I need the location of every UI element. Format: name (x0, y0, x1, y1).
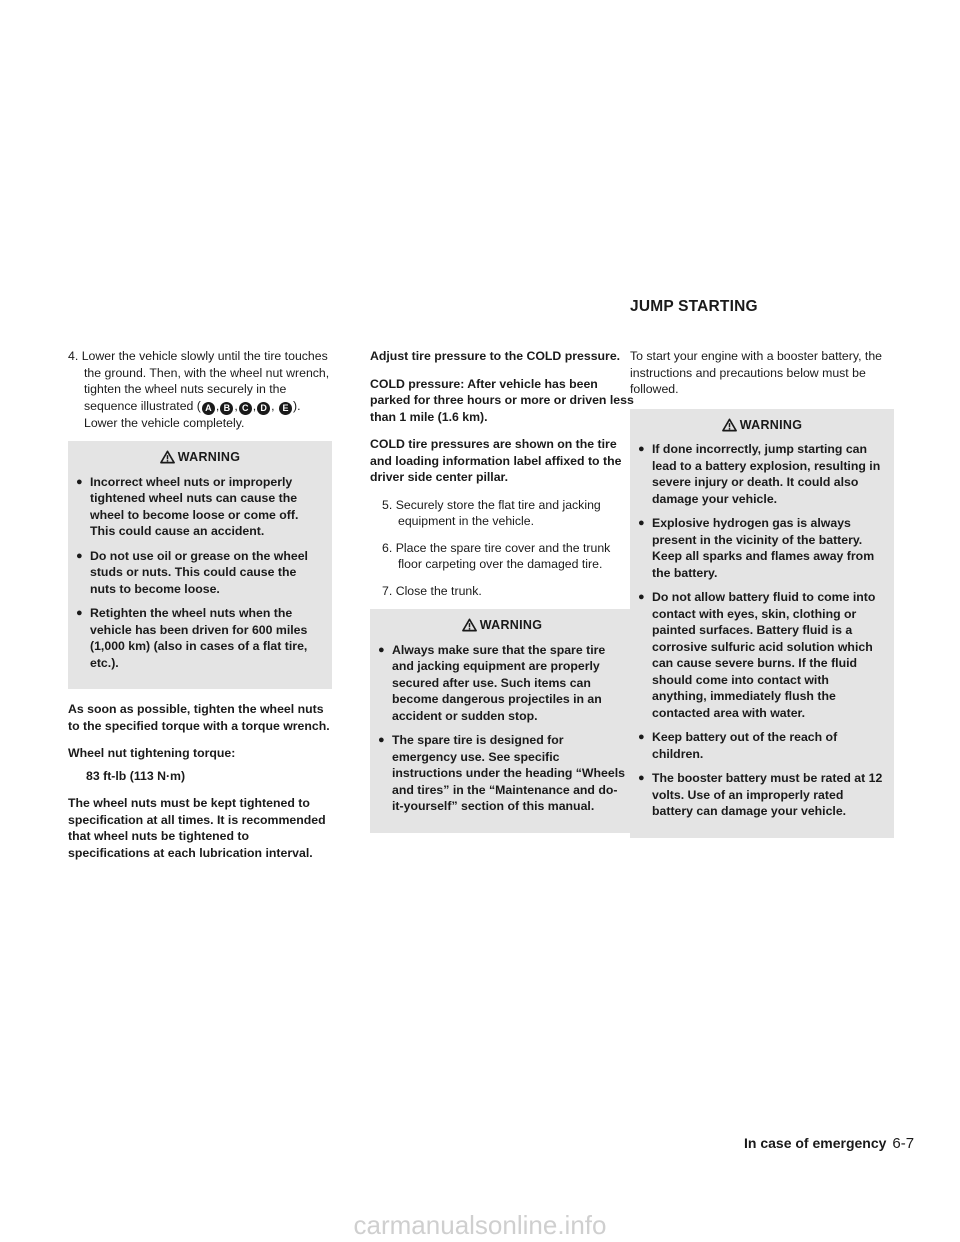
warning-title: WARNING (638, 417, 886, 434)
warning-item: ● Incorrect wheel nuts or improperly tightened wheel nuts can cause the wheel to become loose or come off. This could cause an accident. (76, 474, 299, 538)
warning-item: ● Do not use oil or grease on the wheel studs or nuts. This could cause the nuts to become loose. (76, 548, 308, 596)
step-4-text-b: ). Lower the vehicle completely. (84, 398, 301, 430)
warning-item: ● Keep battery out of the reach of children. (638, 730, 838, 761)
warning-title: WARNING (76, 449, 324, 466)
step-7: 7. Close the trunk. (382, 583, 482, 598)
bullet-icon: ● (638, 731, 645, 743)
bullet-icon: ● (638, 591, 645, 603)
step-4-text-a: Lower the vehicle slowly until the tire touches the ground. Then, with the wheel nut wrench, tighten the wheel nuts securely in the sequence illustrated ( (81, 349, 330, 413)
paragraph-specification: The wheel nuts must be kept tightened to specification at all times. It is recommended that wheel nuts be tightened to specifications at each lubrication interval. (68, 796, 326, 860)
paragraph-tighten: As soon as possible, tighten the wheel nuts to the specified torque with a torque wrench. (68, 702, 330, 733)
bullet-icon: ● (638, 443, 645, 455)
warning-item: ● The spare tire is designed for emergency use. See specific instructions under the heading “Wheels and tires” in the “Maintenance and do-it-yourself” section of this manual. (378, 733, 625, 813)
warning-item: ● The booster battery must be rated at 12 volts. Use of an improperly rated battery can damage your vehicle. (638, 771, 883, 818)
column-3 (630, 348, 894, 850)
warning-item: ● If done incorrectly, jump starting can lead to a battery explosion, resulting in severe injury or death. It could also damage your vehicle. (638, 442, 881, 506)
callout-a-icon: A (202, 402, 215, 415)
step-5: 5. Securely store the flat tire and jacking equipment in the vehicle. (382, 497, 601, 528)
watermark[interactable]: carmanualsonline.info (0, 1208, 960, 1242)
paragraph-jump-intro: To start your engine with a booster battery, the instructions and precautions below must be followed. (630, 349, 882, 396)
warning-triangle-icon (722, 418, 737, 432)
warning-triangle-icon (462, 618, 477, 632)
paragraph-cold-pressure: COLD pressure: After vehicle has been parked for three hours or more or driven less than 1 mile (1.6 km). (370, 376, 634, 424)
paragraph-cold-label: COLD tire pressures are shown on the tire and loading information label affixed to the driver side center pillar. (370, 437, 622, 484)
warning-title: WARNING (378, 617, 626, 634)
bullet-icon: ● (378, 734, 385, 746)
column-1 (68, 348, 332, 872)
page-number: 6-7 (892, 1135, 915, 1152)
bullet-icon: ● (378, 643, 385, 656)
callout-c-icon: C (239, 402, 252, 415)
warning-item: ● Do not allow battery fluid to come into contact with eyes, skin, clothing or painted surfaces. Battery fluid is a corrosive sulfuric acid solution which can cause severe burns. If the fluid should come into contact with anything, immediately flush the contacted area with water. (638, 590, 876, 720)
warning-box-spare-tire (370, 609, 634, 833)
bullet-icon: ● (638, 772, 645, 784)
callout-e-icon: E (279, 402, 292, 415)
chapter-name: In case of emergency (744, 1135, 887, 1151)
bullet-icon: ● (76, 549, 83, 562)
bullet-icon: ● (76, 475, 83, 488)
paragraph-adjust-pressure: Adjust tire pressure to the COLD pressure. (370, 349, 621, 363)
step-4: 4. Lower the vehicle slowly until the tire touches the ground. Then, with the wheel nut wrench, tighten the wheel nuts securely in the sequence illustrated ( A , B , C , D , E ). Lower the vehicle completely. (68, 349, 330, 430)
torque-label: Wheel nut tightening torque: (68, 746, 236, 760)
callout-b-icon: B (220, 402, 233, 415)
warning-item: ● Always make sure that the spare tire and jacking equipment are properly secured after use. Such items can become dangerous projectiles in an accident or sudden stop. (378, 642, 606, 723)
warning-triangle-icon (160, 450, 175, 464)
warning-item: ● Explosive hydrogen gas is always present in the vicinity of the battery. Keep all sparks and flames away from the battery. (638, 516, 875, 580)
section-title: JUMP STARTING (630, 298, 758, 315)
step-6: 6. Place the spare tire cover and the trunk floor carpeting over the damaged tire. (382, 540, 611, 571)
bullet-icon: ● (638, 517, 645, 529)
step-4-number: 4. (68, 349, 79, 363)
column-2 (370, 348, 634, 845)
warning-box-wheel-nuts (68, 441, 332, 689)
warning-item: ● Retighten the wheel nuts when the vehicle has been driven for 600 miles (1,000 km) (also in cases of a flat tire, etc.). (76, 606, 308, 670)
torque-value: 83 ft-lb (113 N·m) (86, 768, 186, 783)
page-footer (744, 1135, 914, 1152)
callout-d-icon: D (257, 402, 270, 415)
warning-box-battery (630, 409, 894, 838)
bullet-icon: ● (76, 607, 83, 619)
